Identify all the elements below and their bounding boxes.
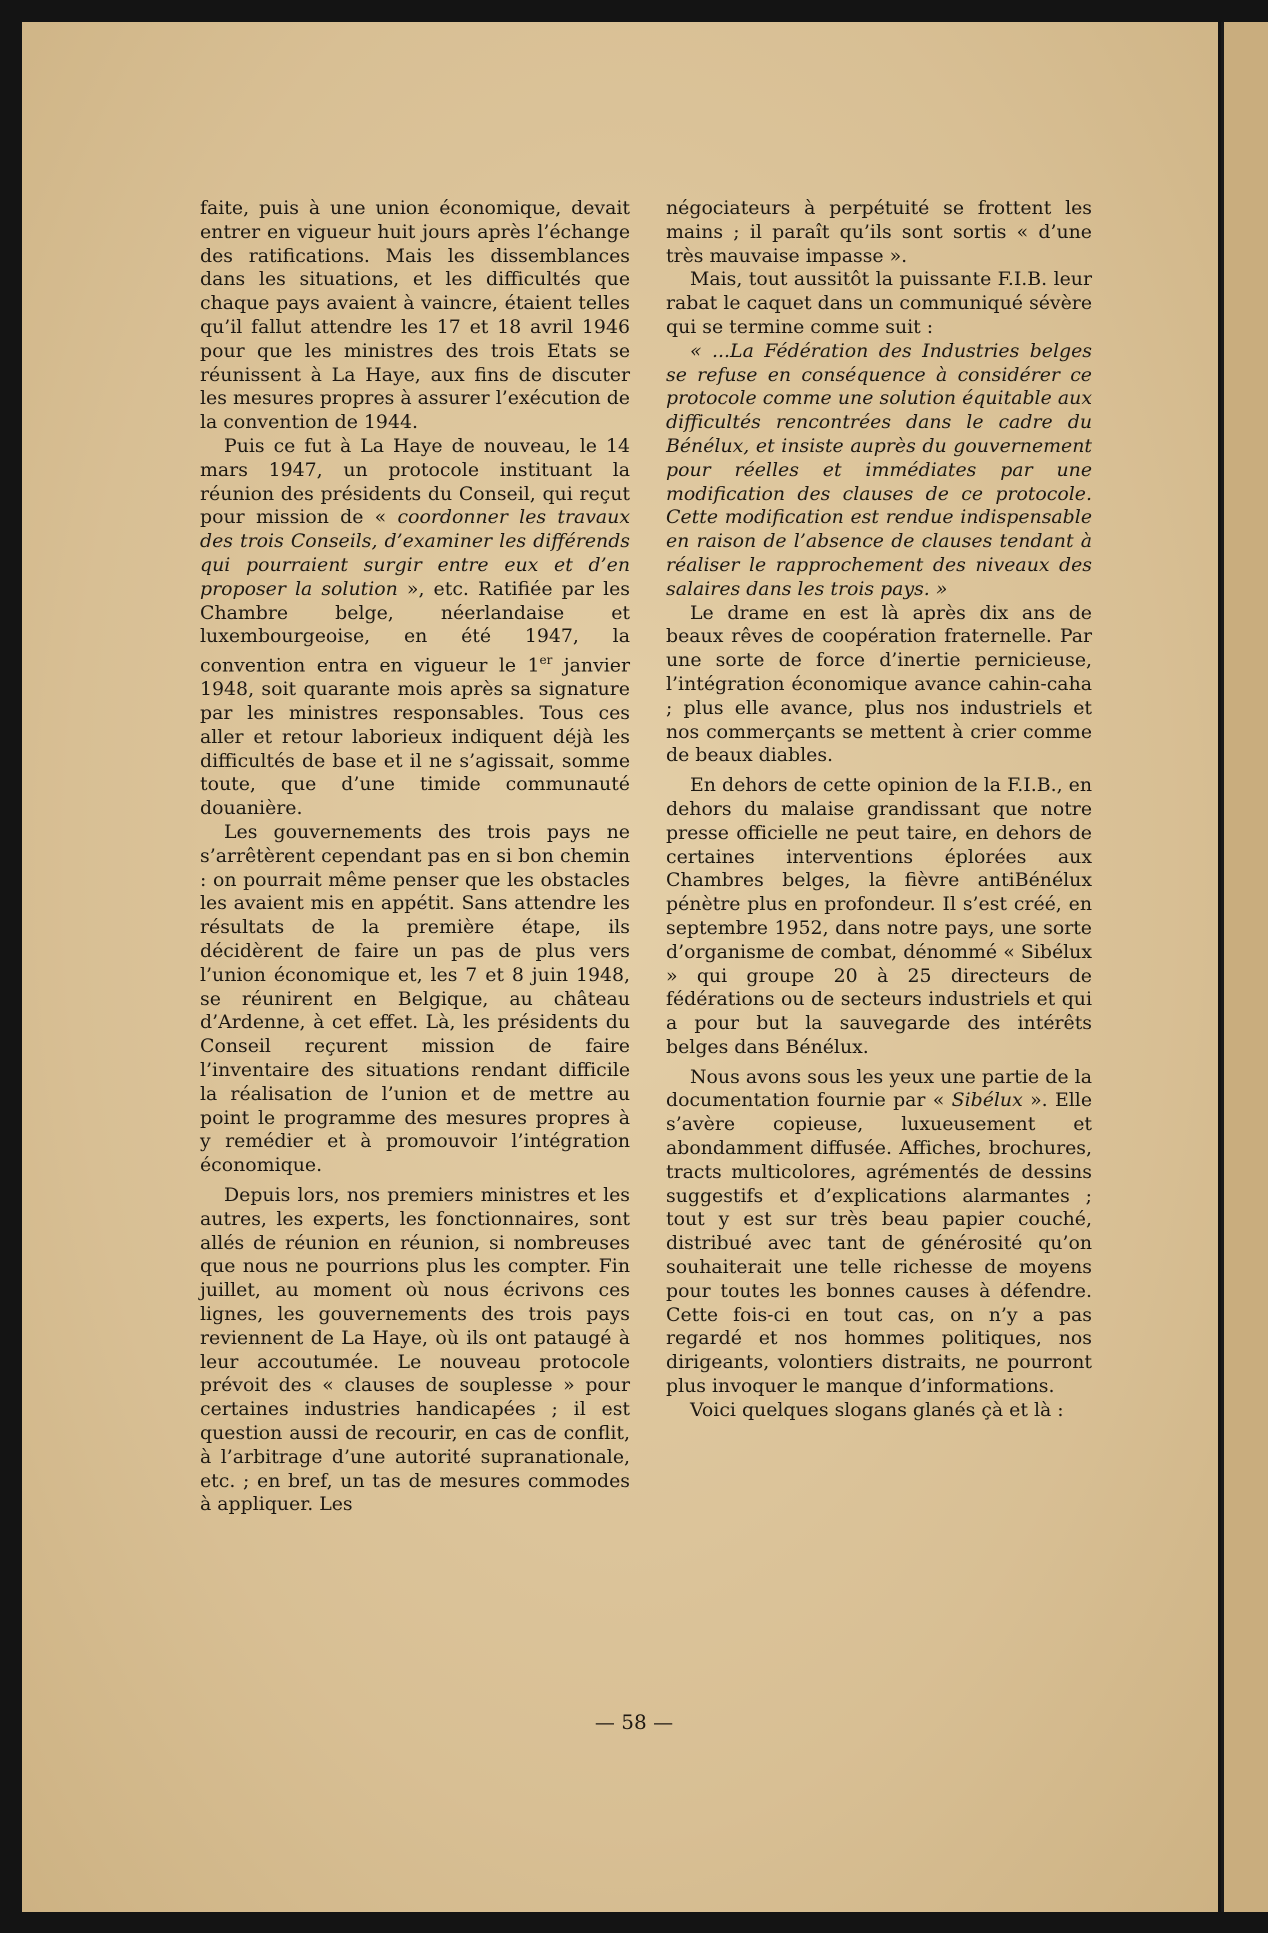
paragraph: En dehors de cette opinion de la F.I.B., en dehors du malaise grandissant que notre presse officielle ne peut taire, en dehors de certaines interventions éplorées aux Chambres belges, la fièvre antiBénélux pénètre plus en profondeur. Il s’est créé, en septembre 1952, dans notre pays, une sorte d’organisme de combat, dénommé « Sibélux » qui groupe 20 à 25 directeurs de fédérations ou de secteurs industriels et qui a pour but la sauvegarde des intérêts belges dans Bénélux. (666, 774, 1092, 1058)
left-column (200, 197, 630, 1517)
paragraph: Voici quelques slogans glanés çà et là : (690, 1398, 1064, 1421)
text-run: janvier 1948, soit quarante mois après sa signature par les ministres responsables. Tous ces aller et retour laborieux indiquent déjà les difficultés de base et il ne s’agissait, somme toute, que d’une timide communauté douanière. (200, 654, 630, 820)
paragraph: faite, puis à une union économique, devait entrer en vigueur huit jours après l’échange des ratifications. Mais les dissemblances dans les situations, et les difficultés que chaque pays avaient à vaincre, étaient telles qu’il fallut attendre les 17 et 18 avril 1946 pour que les ministres des trois Etats se réunissent à La Haye, aux fins de discuter les mesures propres à assurer l’exécution de la convention de 1944. (200, 197, 630, 434)
superscript: er (539, 653, 553, 668)
text-run: », etc. Ratifiée par les Chambre belge, néerlandaise et luxembourgeoise, en été 1947, la convention entra en vigueur le 1 (200, 577, 630, 677)
block-quote: « ...La Fédération des Industries belges se refuse en conséquence à considérer ce protocole comme une solution équitable aux difficultés rencontrées dans le cadre du Bénélux, et insiste auprès du gouvernement pour réelles et immédiates par une modification des clauses de ce protocole. Cette modification est rendue indispensable en raison de l’absence de clauses tendant à réaliser le rapprochement des niveaux des salaires dans les trois pays. » (666, 339, 1092, 600)
paragraph (200, 435, 630, 821)
next-page-edge (1221, 22, 1268, 1912)
right-column (666, 197, 1092, 1423)
paragraph (666, 1066, 1092, 1399)
text-run: Puis ce fut à La Haye de nouveau, le 14 mars 1947, un protocole instituant la réunion des présidents du Conseil, qui reçut pour mission de « (200, 434, 630, 529)
page-number: — 58 — (594, 1710, 674, 1734)
text-run: ». Elle s’avère copieuse, luxueusement et abondamment diffusée. Affiches, brochures, tracts multicolores, agrémentés de dessins suggestifs et d’explications alarmantes ; tout y est sur très beau papier couché, distribué avec tant de générosité qu’on souhaiterait une telle richesse de moyens pour toutes les bonnes causes à défendre. Cette fois-ci en tout cas, on n’y a pas regardé et nos hommes politiques, nos dirigeants, volontiers distraits, ne pourront plus invoquer le manque d’informations. (666, 1089, 1092, 1398)
paragraph: Le drame en est là après dix ans de beaux rêves de coopération fraternelle. Par une sorte de force d’inertie pernicieuse, l’intégration économique avance cahin-caha ; plus elle avance, plus nos industriels et nos commerçants se mettent à crier comme de beaux diables. (666, 601, 1092, 767)
paragraph: négociateurs à perpétuité se frottent les mains ; il paraît qu’ils sont sortis « d’une très mauvaise impasse ». (666, 197, 1092, 267)
paragraph: Les gouvernements des trois pays ne s’arrêtèrent cependant pas en si bon chemin : on pourrait même penser que les obstacles les avaient mis en appétit. Sans attendre les résultats de la première étape, ils décidèrent de faire un pas de plus vers l’union économique et, les 7 et 8 juin 1948, se réunirent en Belgique, au château d’Ardenne, à cet effet. Là, les présidents du Conseil reçurent mission de faire l’inventaire des situations rendant difficile la réalisation de l’union et de mettre au point le programme des mesures propres à y remédier et à promouvoir l’intégration économique. (200, 821, 630, 1177)
text-run: Nous avons sous les yeux une partie de la documentation fournie par « (666, 1065, 1092, 1112)
italic-quote: coordonner les travaux des trois Conseils, d’examiner les différends qui pourraient surgir entre eux et d’en proposer la solution (200, 506, 631, 600)
italic-name: Sibélux (951, 1089, 1023, 1112)
paragraph: Mais, tout aussitôt la puissante F.I.B. leur rabat le caquet dans un communiqué sévère qui se termine comme suit : (666, 268, 1092, 338)
paragraph: Depuis lors, nos premiers ministres et les autres, les experts, les fonctionnaires, sont allés de réunion en réunion, si nombreuses que nous ne pourrions plus les compter. Fin juillet, au moment où nous écrivons ces lignes, les gouvernements des trois pays reviennent de La Haye, où ils ont pataugé à leur accoutumée. Le nouveau protocole prévoit des « clauses de souplesse » pour certaines industries handicapées ; il est question aussi de recourir, en cas de conflit, à l’arbitrage d’une autorité supranationale, etc. ; en bref, un tas de mesures commodes à appliquer. Les (200, 1183, 630, 1516)
